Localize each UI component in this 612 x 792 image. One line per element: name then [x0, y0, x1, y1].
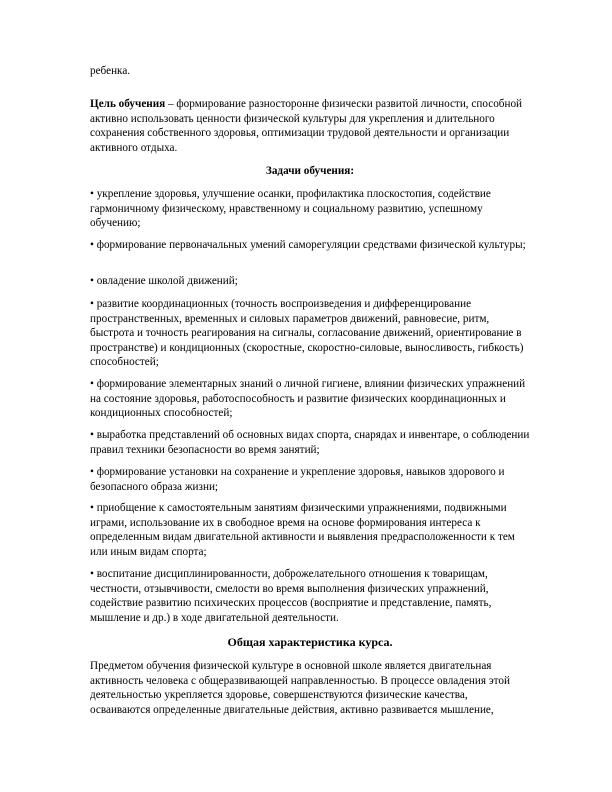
task-item: • формирование установки на сохранение и укрепление здоровья, навыков здорового и безопасного образа жизни;: [90, 466, 505, 493]
task-item: • укрепление здоровья, улучшение осанки, профилактика плоскостопия, содействие гармоничному физическому, нравственному и социальному развитию, успешному обучению;: [90, 188, 491, 230]
task-item: • приобщение к самостоятельным занятиям физическими упражнениями, подвижными играми, использование их в свободное время на основе формирования интереса к определенным видам двигательной активности и выявления предрасположенности к тем или иным видам спорта;: [90, 502, 515, 558]
task-item: • воспитание дисциплинированности, доброжелательного отношения к товарищам, честности, отзывчивости, смелости во время выполнения физических упражнений, содействие развитию психических процессов (восприятие и представление, память, мышление и др.) в ходе двигательной деятельности.: [90, 568, 492, 624]
course-heading: Общая характеристика курса.: [227, 635, 393, 649]
task-item: • формирование элементарных знаний о личной гигиене, влиянии физических упражнений на состояние здоровья, работоспособность и развитие физических координационных и кондиционных способностей;: [90, 378, 526, 420]
task-item: • овладение школой движений;: [90, 275, 238, 287]
task-item: • развитие координационных (точность воспроизведения и дифференцирование пространственных, временных и силовых параметров движений, равновесие, ритм, быстрота и точность реагирования на сигналы, согласование движений, ориентирование в пространстве) и кондиционных (скоростные, скоростно-силовые, выносливость, гибкость) способностей;: [90, 298, 524, 369]
goal-paragraph: [90, 97, 530, 155]
intro-tail: ребенка.: [90, 65, 131, 77]
task-item: • формирование первоначальных умений саморегуляции средствами физической культуры;: [90, 239, 526, 251]
goal-label: Цель обучения: [90, 98, 166, 110]
tasks-heading: Задачи обучения:: [265, 165, 355, 177]
course-paragraph: Предметом обучения физической культуре в основной школе является двигательная активность человека с общеразвивающей направленностью. В процессе овладения этой деятельностью укрепляется здоровье, совершенствуются физические качества, осваиваются определенные двигательные действия, активно развивается мышление,: [90, 660, 510, 716]
goal-text: – формирование разносторонне физически развитой личности, способной активно использовать ценности физической культуры для укрепления и длительного сохранения собственного здоровья, оптимизации трудовой деятельности и организации активного отдыха.: [90, 98, 523, 154]
task-item: • выработка представлений об основных видах спорта, снарядах и инвентаре, о соблюдении правил техники безопасности во время занятий;: [90, 429, 530, 456]
